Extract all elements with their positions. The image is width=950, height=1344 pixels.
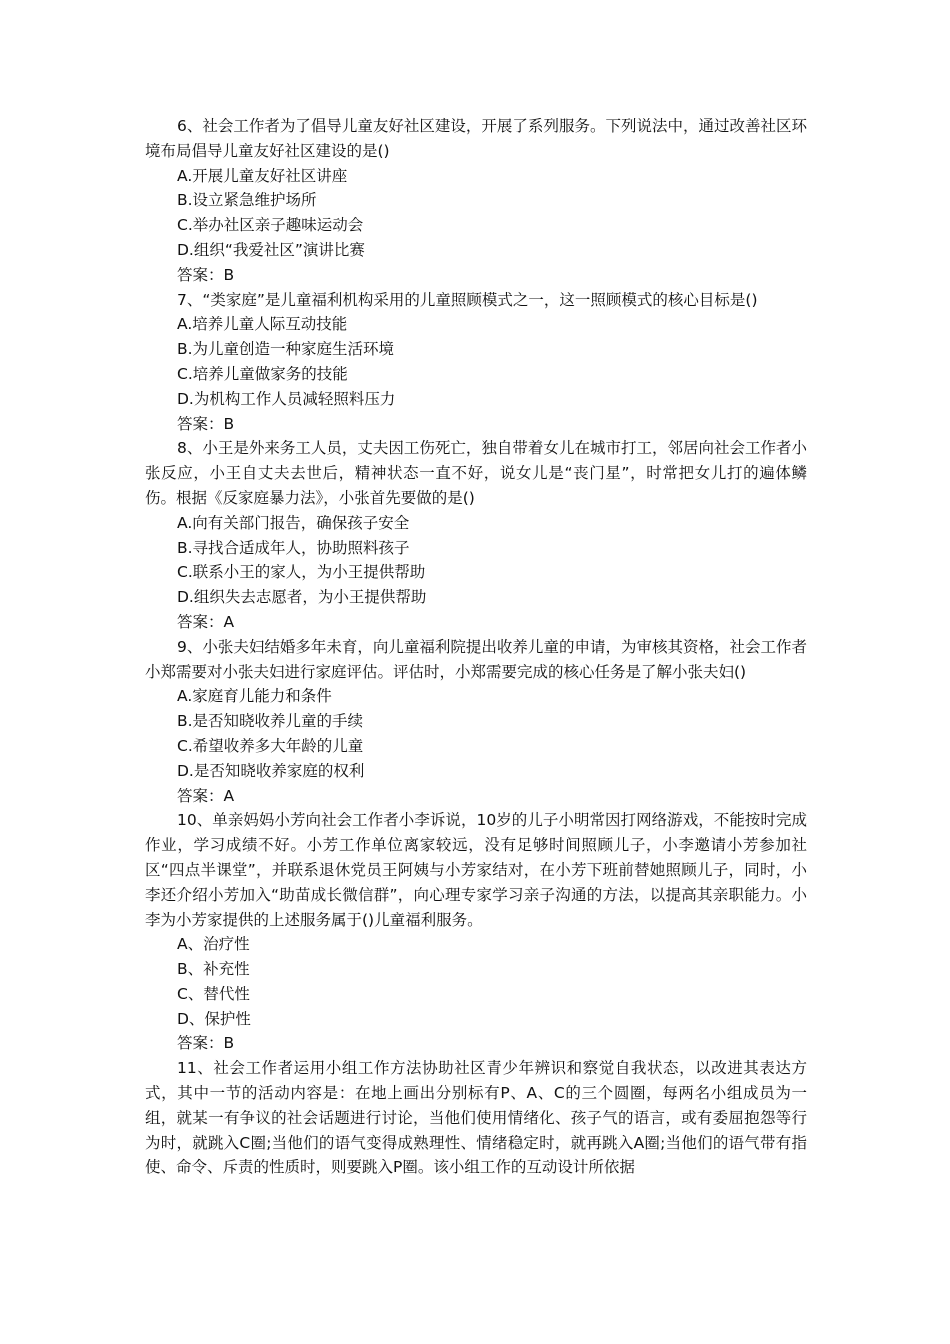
question-8-option-a: A.向有关部门报告，确保孩子安全 <box>177 513 410 532</box>
question-10-answer: 答案：B <box>177 1034 235 1053</box>
question-10-option-a: A、治疗性 <box>177 935 250 954</box>
question-11-stem: 11、社会工作者运用小组工作方法协助社区青少年辨识和察觉自我状态，以改进其表达方式，其中一节的活动内容是：在地上画出分别标有P、A、C的三个圆圈，每两名小组成员为一组，就某一有争议的社会话题进行讨论，当他们使用情绪化、孩子气的语言，或有委屈抱怨等行为时，就跳入C圈;当他们的语气变得成熟理性、情绪稳定时，就再跳入A圈;当他们的语气带有指使、命令、斥责的性质时，则要跳入P圈。该小组工作的互动设计所依据 <box>145 1059 807 1177</box>
question-9-answer: 答案：A <box>177 786 235 805</box>
question-10-option-c: C、替代性 <box>177 984 250 1003</box>
question-6-stem: 6、社会工作者为了倡导儿童友好社区建设，开展了系列服务。下列说法中，通过改善社区环境布局倡导儿童友好社区建设的是() <box>145 117 807 160</box>
question-9-option-b: B.是否知晓收养儿童的手续 <box>177 712 364 731</box>
question-7-option-c: C.培养儿童做家务的技能 <box>177 364 348 383</box>
question-8-option-b: B.寻找合适成年人，协助照料孩子 <box>177 538 410 557</box>
question-8-option-c: C.联系小王的家人，为小王提供帮助 <box>177 563 426 582</box>
question-7-option-d: D.为机构工作人员减轻照料压力 <box>177 389 396 408</box>
document-page <box>145 114 807 1180</box>
question-8-stem: 8、小王是外来务工人员，丈夫因工伤死亡，独自带着女儿在城市打工，邻居向社会工作者小张反应，小王自丈夫去世后，精神状态一直不好，说女儿是“丧门星”，时常把女儿打的遍体鳞伤。根据《反家庭暴力法》，小张首先要做的是() <box>145 439 807 507</box>
question-10-option-b: B、补充性 <box>177 960 250 979</box>
question-9-stem: 9、小张夫妇结婚多年未育，向儿童福利院提出收养儿童的申请，为审核其资格，社会工作者小郑需要对小张夫妇进行家庭评估。评估时，小郑需要完成的核心任务是了解小张夫妇() <box>145 637 807 681</box>
question-8-answer: 答案：A <box>177 612 235 631</box>
question-9-option-a: A.家庭育儿能力和条件 <box>177 687 332 706</box>
question-6-answer: 答案：B <box>177 265 235 284</box>
question-10-option-d: D、保护性 <box>177 1009 251 1028</box>
question-7-stem: 7、“类家庭”是儿童福利机构采用的儿童照顾模式之一，这一照顾模式的核心目标是() <box>177 290 758 309</box>
question-7-answer: 答案：B <box>177 414 235 433</box>
question-9-option-d: D.是否知晓收养家庭的权利 <box>177 761 365 780</box>
question-9-option-c: C.希望收养多大年龄的儿童 <box>177 736 364 755</box>
question-7-option-a: A.培养儿童人际互动技能 <box>177 315 348 334</box>
question-7-option-b: B.为儿童创造一种家庭生活环境 <box>177 340 395 359</box>
question-6-option-c: C.举办社区亲子趣味运动会 <box>177 216 364 235</box>
question-6-option-d: D.组织“我爱社区”演讲比赛 <box>177 240 365 259</box>
question-10-stem: 10、单亲妈妈小芳向社会工作者小李诉说，10岁的儿子小明常因打网络游戏，不能按时完成作业，学习成绩不好。小芳工作单位离家较远，没有足够时间照顾儿子，小李邀请小芳参加社区“四点半课堂”，并联系退休党员王阿姨与小芳家结对，在小芳下班前替她照顾儿子，同时，小李还介绍小芳加入“助苗成长微信群”，向心理专家学习亲子沟通的方法，以提高其亲职能力。小李为小芳家提供的上述服务属于()儿童福利服务。 <box>145 811 807 929</box>
question-6-option-b: B.设立紧急维护场所 <box>177 191 317 210</box>
question-8-option-d: D.组织失去志愿者，为小王提供帮助 <box>177 588 427 607</box>
question-6-option-a: A.开展儿童友好社区讲座 <box>177 166 348 185</box>
